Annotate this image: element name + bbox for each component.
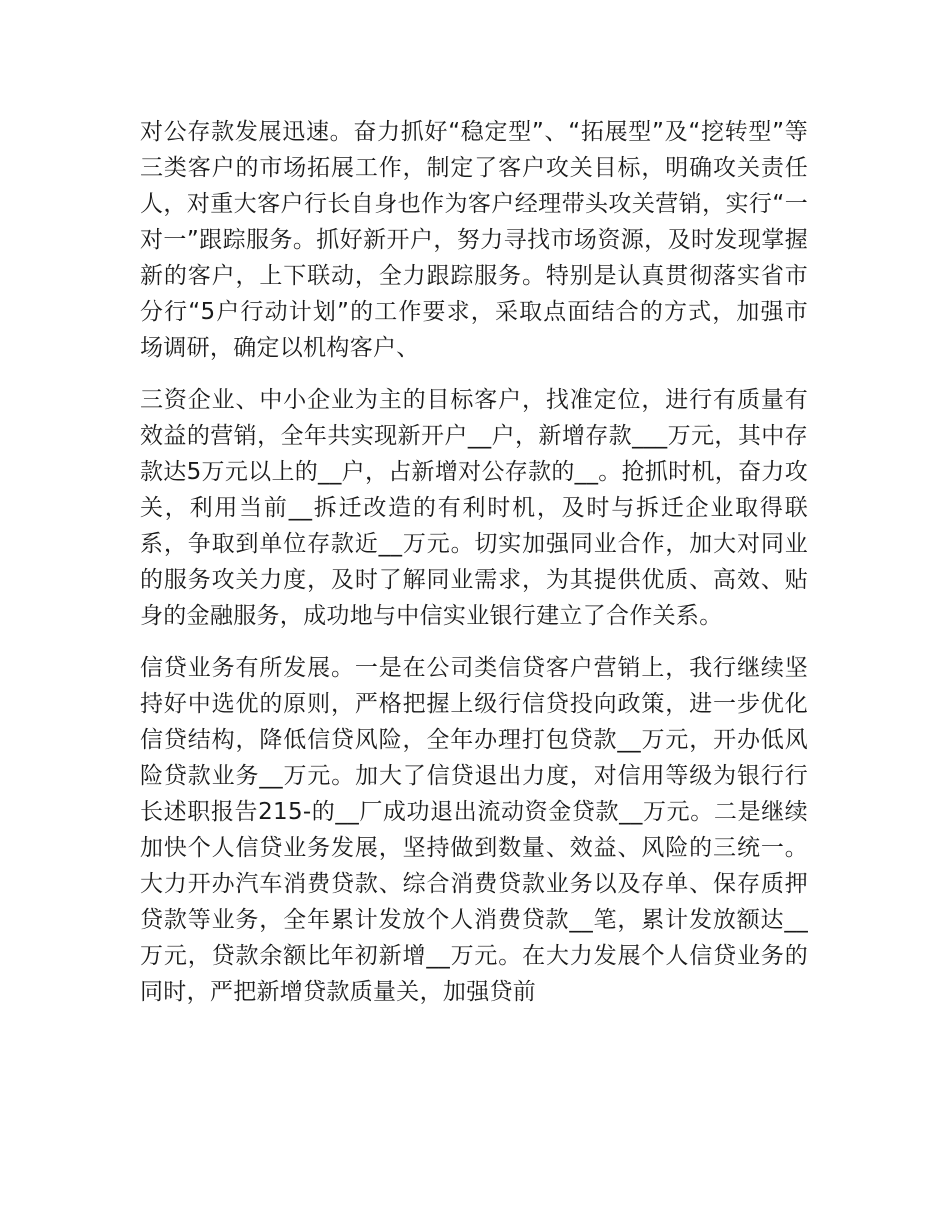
- paragraph-target-clients: 三资企业、中小企业为主的目标客户，找准定位，进行有质量有效益的营销，全年共实现新开户__户，新增存款___万元，其中存款达5万元以上的__户，占新增对公存款的__。抢抓时机，奋力攻关，利用当前__拆迁改造的有利时机，及时与拆迁企业取得联系，争取到单位存款近__万元。切实加强同业合作，加大对同业的服务攻关力度，及时了解同业需求，为其提供优质、高效、贴身的金融服务，成功地与中信实业银行建立了合作关系。: [140, 387, 808, 629]
- paragraph-corporate-deposits: 对公存款发展迅速。奋力抓好“稳定型”、“拓展型”及“挖转型”等三类客户的市场拓展工作，制定了客户攻关目标，明确攻关责任人，对重大客户行长自身也作为客户经理带头攻关营销，实行“一对一”跟踪服务。抓好新开户，努力寻找市场资源，及时发现掌握新的客户，上下联动，全力跟踪服务。特别是认真贯彻落实省市分行“5户行动计划”的工作要求，采取点面结合的方式，加强市场调研，确定以机构客户、: [140, 119, 808, 361]
- paragraph-credit-business: 信贷业务有所发展。一是在公司类信贷客户营销上，我行继续坚持好中选优的原则，严格把握上级行信贷投向政策，进一步优化信贷结构，降低信贷风险，全年办理打包贷款__万元，开办低风险贷款业务__万元。加大了信贷退出力度，对信用等级为银行行长述职报告215-的__厂成功退出流动资金贷款__万元。二是继续加快个人信贷业务发展，坚持做到数量、效益、风险的三统一。大力开办汽车消费贷款、综合消费贷款业务以及存单、保存质押贷款等业务，全年累计发放个人消费贷款__笔，累计发放额达__万元，贷款余额比年初新增__万元。在大力发展个人信贷业务的同时，严把新增贷款质量关，加强贷前: [140, 655, 808, 1005]
- document-body: [140, 114, 808, 1010]
